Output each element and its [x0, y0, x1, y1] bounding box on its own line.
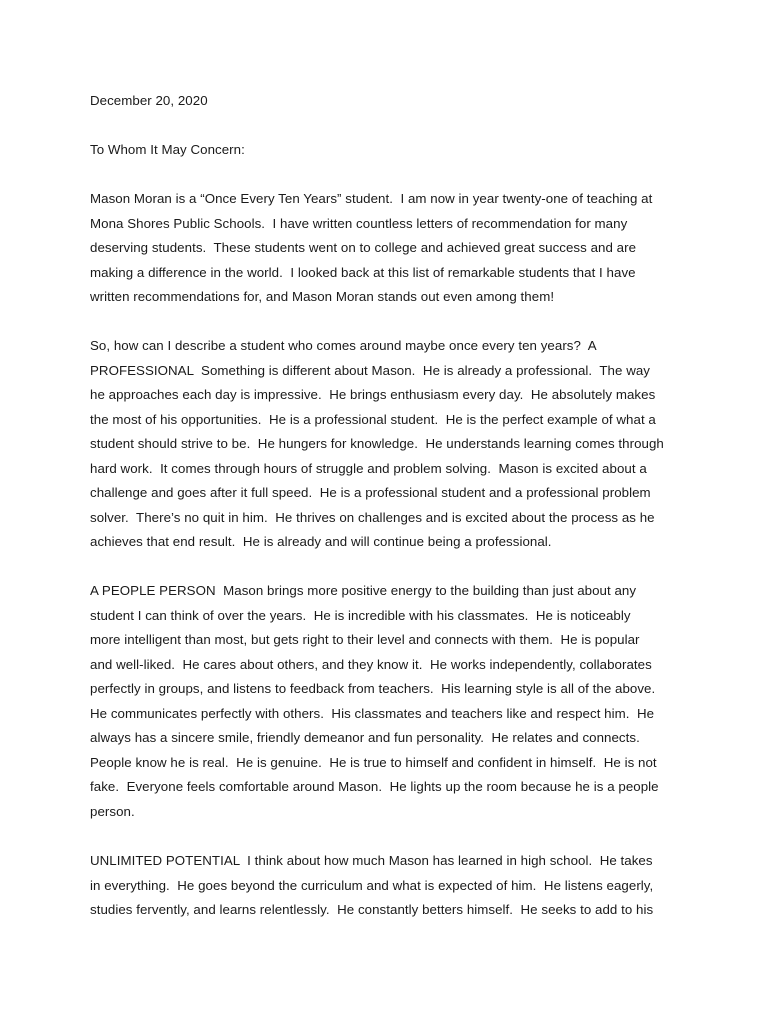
text-line: Mason Moran is a “Once Every Ten Years” student. I am now in year twenty-one of teaching at — [90, 191, 653, 206]
text-line: always has a sincere smile, friendly demeanor and fun personality. He relates and connects. — [90, 730, 640, 745]
text-line: Mona Shores Public Schools. I have written countless letters of recommendation for many — [90, 215, 628, 231]
text-line: student I can think of over the years. He is incredible with his classmates. He is noticeably — [90, 607, 631, 623]
text-line: People know he is real. He is genuine. He is true to himself and confident in himself. He is not — [90, 754, 657, 770]
text-line: person. — [90, 803, 135, 819]
text-line: fake. Everyone feels comfortable around Mason. He lights up the room because he is a people — [90, 779, 659, 794]
text-line: perfectly in groups, and listens to feedback from teachers. His learning style is all of the above. — [90, 681, 656, 696]
text-line: hard work. It comes through hours of struggle and problem solving. Mason is excited about a — [90, 460, 647, 476]
text-line: achieves that end result. He is already and will continue being a professional. — [90, 534, 552, 549]
text-line: studies fervently, and learns relentlessly. He constantly betters himself. He seeks to add to his — [90, 902, 654, 917]
text-line: He communicates perfectly with others. His classmates and teachers like and respect him. He — [90, 705, 655, 721]
text-line: in everything. He goes beyond the curriculum and what is expected of him. He listens eagerly, — [90, 877, 654, 893]
text-line: deserving students. These students went on to college and achieved great success and are — [90, 240, 637, 255]
text-line: he approaches each day is impressive. He brings enthusiasm every day. He absolutely makes — [90, 387, 656, 402]
text-line: PROFESSIONAL Something is different about Mason. He is already a professional. The way — [90, 362, 650, 378]
text-line: So, how can I describe a student who comes around maybe once every ten years? A — [90, 338, 597, 353]
text-line: and well-liked. He cares about others, and they know it. He works independently, collaborates — [90, 656, 652, 672]
text-line: making a difference in the world. I looked back at this list of remarkable students that I have — [90, 264, 636, 280]
text-line: the most of his opportunities. He is a professional student. He is the perfect example of what a — [90, 411, 656, 427]
text-line: more intelligent than most, but gets right to their level and connects with them. He is popular — [90, 632, 640, 647]
text-line: UNLIMITED POTENTIAL I think about how much Mason has learned in high school. He takes — [90, 853, 653, 868]
text-line: written recommendations for, and Mason Moran stands out even among them! — [90, 289, 555, 304]
text-line: student should strive to be. He hungers for knowledge. He understands learning comes through — [90, 436, 664, 451]
letter-date: December 20, 2020 — [90, 93, 208, 108]
text-line: A PEOPLE PERSON Mason brings more positive energy to the building than just about any — [90, 583, 637, 598]
text-line: challenge and goes after it full speed. He is a professional student and a professional problem — [90, 485, 651, 500]
text-line: solver. There’s no quit in him. He thrives on challenges and is excited about the process as he — [90, 509, 655, 525]
letter-salutation: To Whom It May Concern: — [90, 142, 245, 157]
